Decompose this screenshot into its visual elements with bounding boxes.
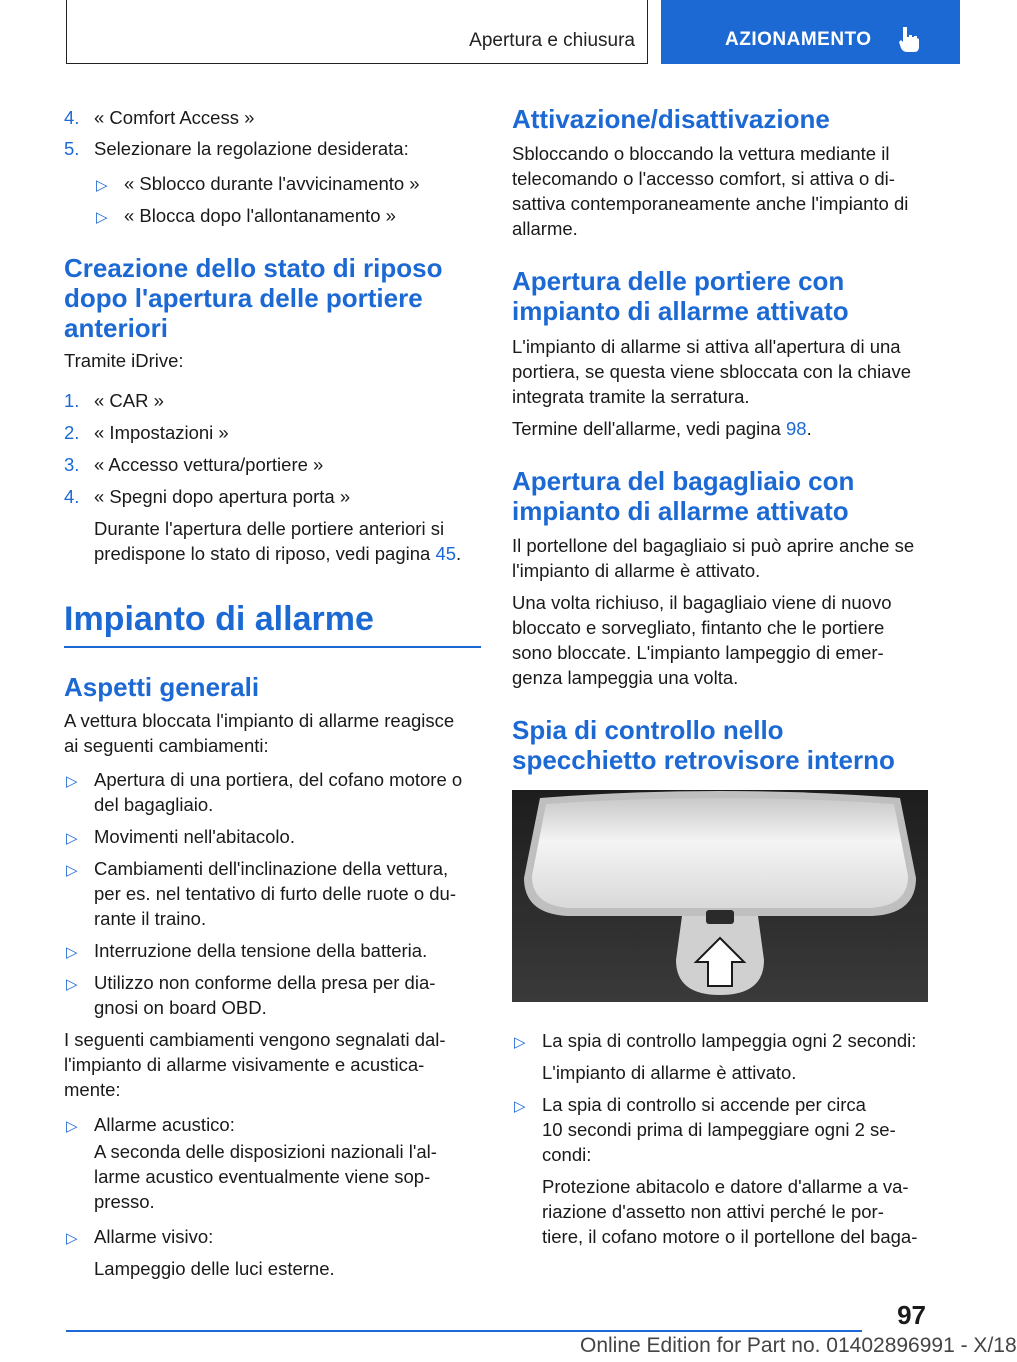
bullet-triangle-icon: ▷ <box>66 830 78 847</box>
bullet-triangle-icon: ▷ <box>514 1098 526 1115</box>
paragraph: L'impianto di allarme è attivato. <box>542 1062 797 1083</box>
step-number: 5. <box>64 138 80 159</box>
paragraph: portiera, se questa viene sbloccata con la chiave <box>512 361 912 382</box>
paragraph: A seconda delle disposizioni nazionali l'al- <box>94 1141 437 1162</box>
bullet-triangle-icon: ▷ <box>96 177 108 194</box>
paragraph: allarme. <box>512 218 578 239</box>
paragraph: ai seguenti cambiamenti: <box>64 735 269 756</box>
footer-edition: Online Edition for Part no. 01402896991 - X/18 <box>580 1334 1017 1357</box>
paragraph: L'impianto di allarme si attiva all'apertura di una <box>512 336 901 357</box>
step-number: 4. <box>64 107 80 128</box>
paragraph: mente: <box>64 1079 121 1100</box>
paragraph: predispone lo stato di riposo, vedi pagina 45. <box>94 543 462 564</box>
header-section-box <box>66 0 648 64</box>
heading-portiere-2: impianto di allarme attivato <box>512 296 849 326</box>
list-item: Selezionare la regolazione desiderata: <box>94 138 409 159</box>
bullet-triangle-icon: ▷ <box>66 773 78 790</box>
paragraph: l'impianto di allarme è attivato. <box>512 560 761 581</box>
footer-rule <box>66 1330 862 1332</box>
paragraph: sono bloccate. L'impianto lampeggio di emer- <box>512 642 884 663</box>
hand-pointer-icon <box>898 25 920 53</box>
paragraph: Una volta richiuso, il bagagliaio viene di nuovo <box>512 592 892 613</box>
header-chapter-label: AZIONAMENTO <box>725 29 872 50</box>
list-item: Allarme visivo: <box>94 1226 214 1247</box>
bullet-triangle-icon: ▷ <box>96 209 108 226</box>
paragraph: Durante l'apertura delle portiere anteriori si <box>94 518 445 539</box>
chapter-title: Impianto di allarme <box>64 600 374 638</box>
heading-riposo-2: dopo l'apertura delle portiere <box>64 283 423 313</box>
paragraph: Sbloccando o bloccando la vettura mediante il <box>512 143 890 164</box>
header-chapter-badge <box>661 0 960 64</box>
paragraph: telecomando o l'accesso comfort, si attiva o di- <box>512 168 895 189</box>
heading-riposo-3: anteriori <box>64 313 169 343</box>
page-number: 97 <box>897 1300 926 1330</box>
list-item: Allarme acustico: <box>94 1114 235 1135</box>
paragraph: integrata tramite la serratura. <box>512 386 750 407</box>
list-item: « Sblocco durante l'avvicinamento » <box>124 173 420 194</box>
step-number: 2. <box>64 422 80 443</box>
heading-portiere-1: Apertura delle portiere con <box>512 266 845 296</box>
bullet-triangle-icon: ▷ <box>66 862 78 879</box>
heading-attivazione: Attivazione/disattivazione <box>512 104 830 134</box>
list-item: Utilizzo non conforme della presa per dia- <box>94 972 436 993</box>
bullet-triangle-icon: ▷ <box>66 944 78 961</box>
paragraph: l'impianto di allarme visivamente e acustica- <box>64 1054 425 1075</box>
step-number: 1. <box>64 390 80 411</box>
rearview-mirror-image <box>512 790 928 1002</box>
paragraph: A vettura bloccata l'impianto di allarme reagisce <box>64 710 455 731</box>
bullet-triangle-icon: ▷ <box>66 976 78 993</box>
paragraph: Tramite iDrive: <box>64 350 184 371</box>
list-item: « Impostazioni » <box>94 422 229 443</box>
list-item: condi: <box>542 1144 592 1165</box>
list-item: 10 secondi prima di lampeggiare ogni 2 se- <box>542 1119 896 1140</box>
heading-bagagliaio-2: impianto di allarme attivato <box>512 496 849 526</box>
heading-aspetti: Aspetti generali <box>64 672 260 702</box>
paragraph: larme acustico eventualmente viene sop- <box>94 1166 431 1187</box>
list-item: « CAR » <box>94 390 164 411</box>
list-item: La spia di controllo lampeggia ogni 2 secondi: <box>542 1030 917 1051</box>
list-item: Cambiamenti dell'inclinazione della vettura, <box>94 858 449 879</box>
paragraph: Termine dell'allarme, vedi pagina 98. <box>512 418 812 439</box>
list-item: « Comfort Access » <box>94 107 255 128</box>
list-item: Interruzione della tensione della batteria. <box>94 940 428 961</box>
list-item: Movimenti nell'abitacolo. <box>94 826 295 847</box>
heading-spia-1: Spia di controllo nello <box>512 715 784 745</box>
paragraph: I seguenti cambiamenti vengono segnalati dal- <box>64 1029 446 1050</box>
list-item: del bagagliaio. <box>94 794 214 815</box>
paragraph: Lampeggio delle luci esterne. <box>94 1258 335 1279</box>
list-item: per es. nel tentativo di furto delle ruote o du- <box>94 883 456 904</box>
list-item: « Spegni dopo apertura porta » <box>94 486 351 507</box>
paragraph: genza lampeggia una volta. <box>512 667 739 688</box>
page-link[interactable]: 98 <box>785 418 807 439</box>
heading-riposo-1: Creazione dello stato di riposo <box>64 253 443 283</box>
list-item: rante il traino. <box>94 908 207 929</box>
paragraph: Il portellone del bagagliaio si può aprire anche se <box>512 535 915 556</box>
heading-bagagliaio-1: Apertura del bagagliaio con <box>512 466 855 496</box>
paragraph: tiere, il cofano motore o il portellone del baga- <box>542 1226 918 1247</box>
paragraph: sattiva contemporaneamente anche l'impianto di <box>512 193 909 214</box>
heading-spia-2: specchietto retrovisore interno <box>512 745 895 775</box>
list-item: La spia di controllo si accende per circa <box>542 1094 866 1115</box>
paragraph: riazione d'assetto non attivi perché le por- <box>542 1201 884 1222</box>
list-item: « Accesso vettura/portiere » <box>94 454 324 475</box>
chapter-rule <box>64 646 481 648</box>
list-item: « Blocca dopo l'allontanamento » <box>124 205 396 226</box>
step-number: 3. <box>64 454 80 475</box>
paragraph: bloccato e sorvegliato, fintanto che le portiere <box>512 617 885 638</box>
bullet-triangle-icon: ▷ <box>66 1118 78 1135</box>
bullet-triangle-icon: ▷ <box>66 1230 78 1247</box>
bullet-triangle-icon: ▷ <box>514 1034 526 1051</box>
list-item: Apertura di una portiera, del cofano motore o <box>94 769 463 790</box>
page-link[interactable]: 45 <box>435 543 457 564</box>
paragraph: presso. <box>94 1191 155 1212</box>
step-number: 4. <box>64 486 80 507</box>
list-item: gnosi on board OBD. <box>94 997 267 1018</box>
paragraph: Protezione abitacolo e datore d'allarme a va- <box>542 1176 909 1197</box>
header-section-title: Apertura e chiusura <box>469 30 635 51</box>
